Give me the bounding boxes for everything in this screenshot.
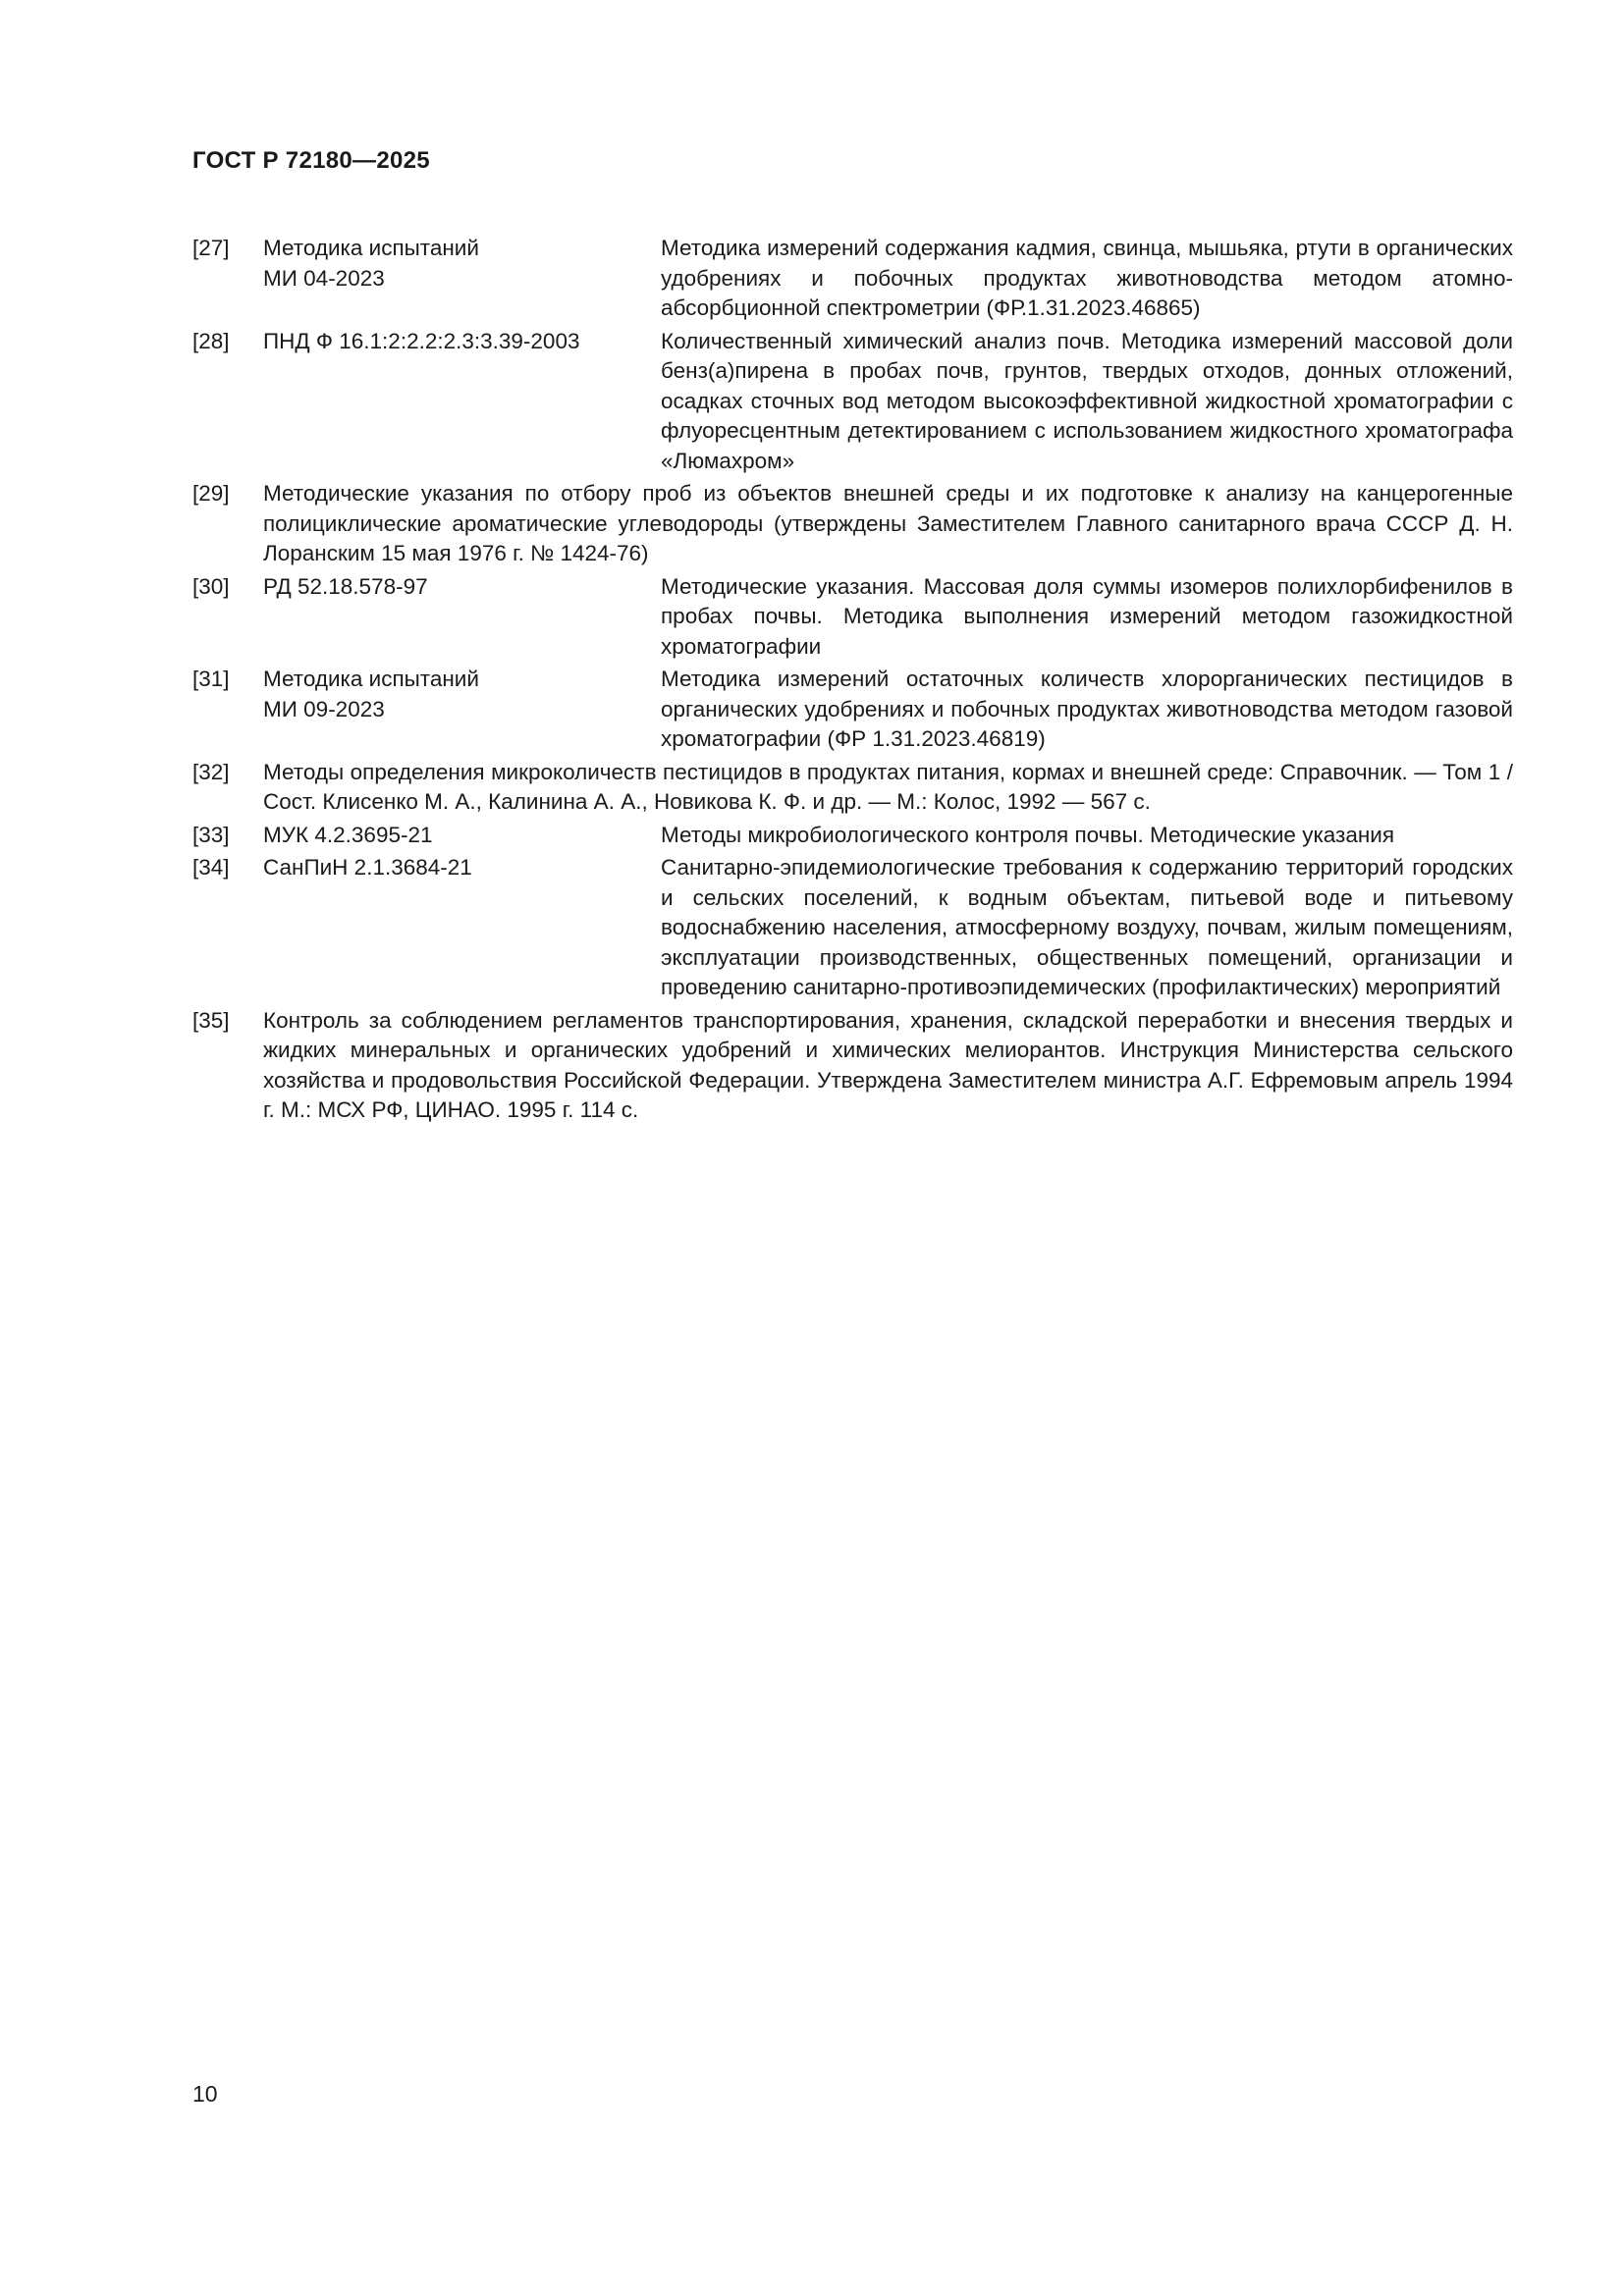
reference-item (192, 327, 1513, 477)
reference-item (192, 853, 1513, 1003)
reference-item (192, 758, 1513, 818)
reference-number: [35] (192, 1007, 230, 1033)
reference-title: Методика измерений остаточных количеств хлорорганических пестицидов в органических удобрениях и побочных продуктах животноводства методом газовой хроматографии (ФР 1.31.2023.46819) (661, 667, 1513, 751)
bibliography-list (192, 234, 1513, 1129)
reference-title: Методы микробиологического контроля почвы. Методические указания (661, 822, 1395, 847)
reference-item (192, 234, 1513, 324)
reference-title: Количественный химический анализ почв. Методика измерений массовой доли бенз(а)пирена в пробах почв, грунтов, твердых отходов, донных отложений, осадках сточных вод методом высокоэффективной жидкостной хроматографии с флуоресцентным детектированием с использованием жидкостного хроматографа «Люмахром» (661, 328, 1513, 473)
reference-code: СанПиН 2.1.3684-21 (263, 855, 472, 880)
reference-code: Методика испытаний МИ 04-2023 (263, 236, 479, 291)
reference-item (192, 1006, 1513, 1126)
reference-item (192, 821, 1513, 851)
reference-number: [33] (192, 822, 230, 847)
reference-title: Санитарно-эпидемиологические требования к содержанию территорий городских и сельских поселений, к водным объектам, питьевой воде и питьевому водоснабжению населения, атмосферному воздуху, почвам, жилым помещениям, эксплуатации производственных, общественных помещений, организации и проведению санитарно-противоэпидемических (профилактических) мероприятий (661, 855, 1513, 999)
reference-code: Методика испытаний МИ 09-2023 (263, 667, 479, 721)
reference-number: [32] (192, 759, 230, 784)
page-number: 10 (192, 2081, 218, 2107)
reference-title: Методические указания по отбору проб из объектов внешней среды и их подготовке к анализу на канцерогенные полициклические ароматические углеводороды (утверждены Заместителем Главного санитарного врача СССР Д. Н. Лоранским 15 мая 1976 г. № 1424-76) (263, 481, 1513, 565)
reference-number: [29] (192, 481, 230, 506)
reference-number: [34] (192, 855, 230, 880)
reference-number: [31] (192, 667, 230, 691)
reference-title: Методические указания. Массовая доля суммы изомеров полихлорбифенилов в пробах почвы. Методика выполнения измерений методом газожидкостной хроматографии (661, 573, 1513, 659)
reference-number: [28] (192, 328, 230, 353)
reference-code: МУК 4.2.3695-21 (263, 822, 433, 847)
reference-title: Контроль за соблюдением регламентов транспортирования, хранения, складской переработки и внесения твердых и жидких минеральных и органических удобрений и химических мелиорантов. Инструкция Министерства сельского хозяйства и продовольствия Российской Федерации. Утверждена Заместителем министра А.Г. Ефремовым апрель 1994 г. М.: МСХ РФ, ЦИНАО. 1995 г. 114 с. (263, 1007, 1513, 1122)
reference-number: [27] (192, 236, 230, 260)
reference-title: Методы определения микроколичеств пестицидов в продуктах питания, кормах и внешней среде: Справочник. — Том 1 /Сост. Клисенко М. А., Калинина А. А., Новикова К. Ф. и др. — М.: Колос, 1992 — 567 с. (263, 759, 1513, 814)
reference-code: РД 52.18.578-97 (263, 573, 428, 599)
reference-item (192, 479, 1513, 569)
reference-title: Методика измерений содержания кадмия, свинца, мышьяка, ртути в органических удобрениях и побочных продуктах животноводства методом атомно-абсорбционной спектрометрии (ФР.1.31.2023.46865) (661, 236, 1513, 320)
reference-item (192, 572, 1513, 663)
reference-code: ПНД Ф 16.1:2:2.2:2.3:3.39-2003 (263, 328, 580, 353)
reference-number: [30] (192, 573, 230, 599)
document-header: ГОСТ Р 72180—2025 (192, 147, 430, 174)
reference-item (192, 665, 1513, 755)
